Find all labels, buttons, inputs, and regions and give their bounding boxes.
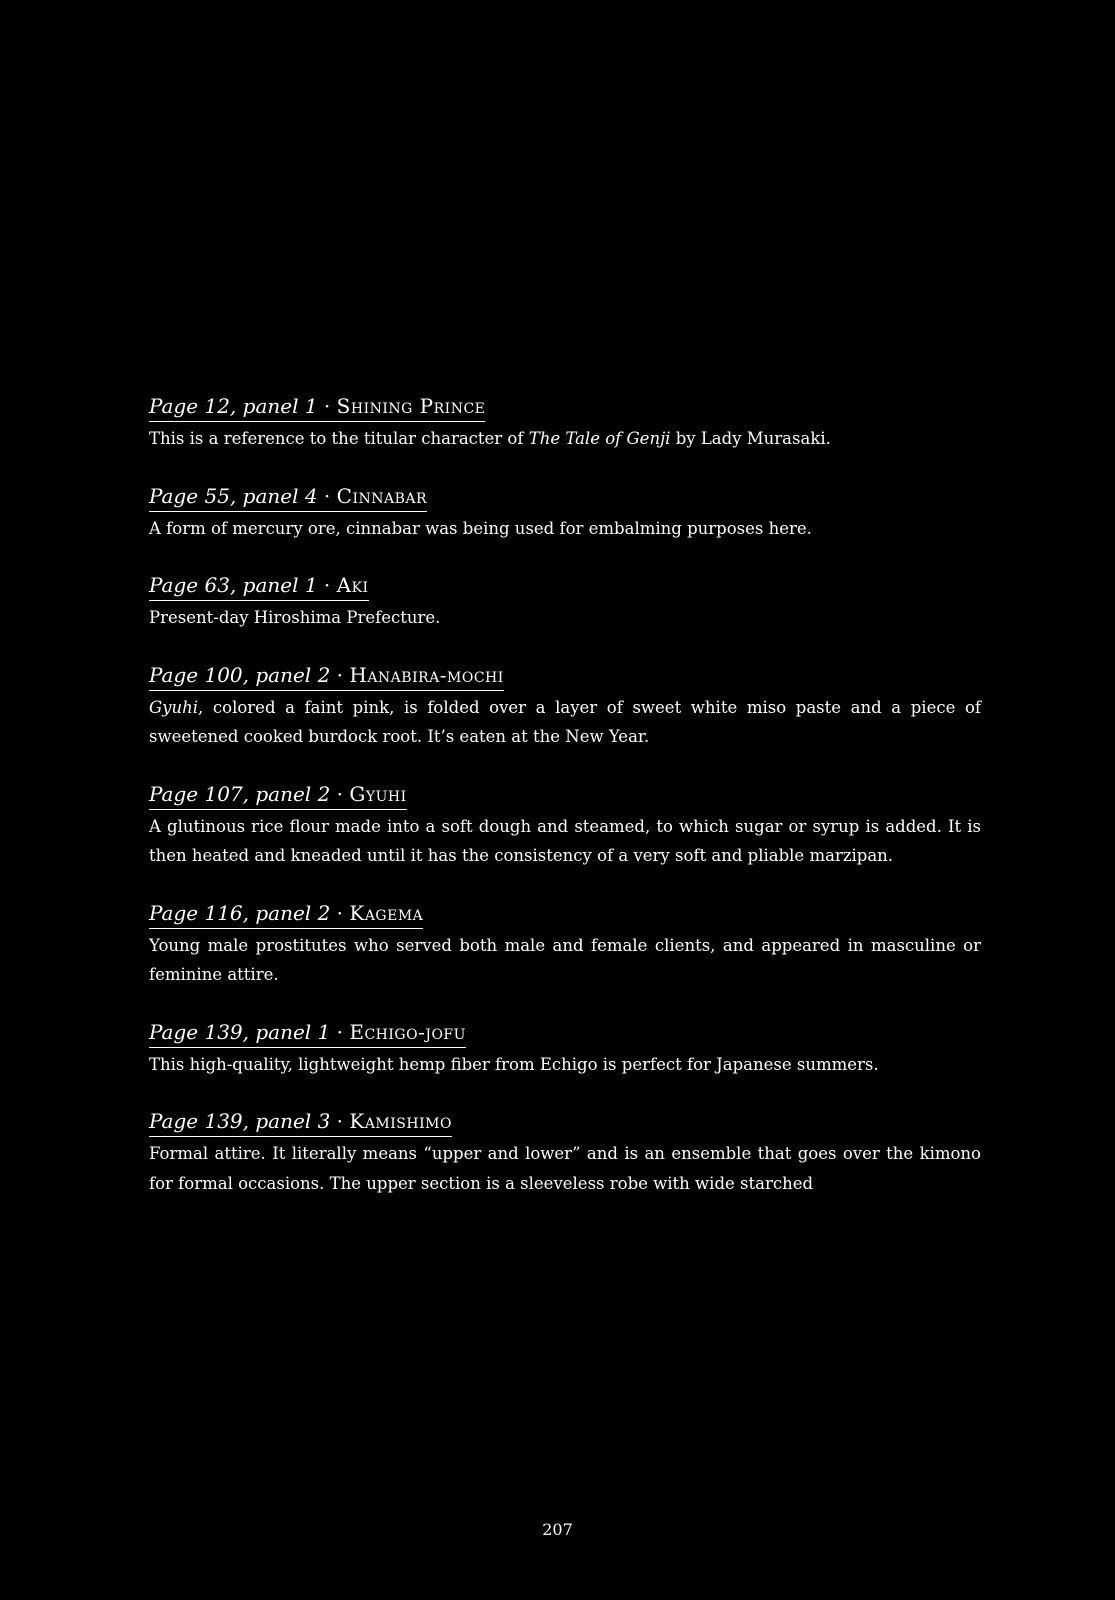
note-heading: [149, 899, 423, 929]
heading-separator: ·: [330, 662, 350, 687]
note-term: Echigo-jofu: [349, 1019, 466, 1044]
heading-separator: ·: [317, 394, 337, 418]
note-term: Aki: [336, 573, 369, 597]
note-term: Kagema: [349, 900, 424, 925]
note-echigo-jofu: [149, 1018, 981, 1080]
note-emphasis: Gyuhi: [149, 697, 199, 717]
heading-separator: ·: [317, 483, 337, 508]
notes-list: [149, 392, 981, 1226]
note-cinnabar: [149, 482, 981, 544]
heading-separator: ·: [330, 1109, 350, 1133]
note-reference: Page 55, panel 4: [149, 483, 318, 508]
note-heading: [149, 482, 427, 512]
heading-separator: ·: [330, 1019, 350, 1044]
note-shining-prince: [149, 392, 981, 454]
note-reference: Page 139, panel 3: [149, 1109, 331, 1133]
note-body: Present-day Hiroshima Prefecture.: [149, 608, 441, 627]
note-hanabira-mochi: [149, 661, 981, 752]
note-text: This is a reference to the titular character of: [149, 429, 529, 448]
note-gyuhi: [149, 780, 981, 871]
note-term: Gyuhi: [349, 781, 407, 806]
note-heading: [149, 1107, 452, 1137]
note-body: Formal attire. It literally means “upper and lower” and is an ensemble that goes over the kimono for formal occasions. The upper section is a sleeveless robe with wide starched: [149, 1144, 981, 1193]
note-aki: [149, 571, 981, 633]
heading-separator: ·: [330, 900, 350, 925]
note-kamishimo: [149, 1107, 981, 1198]
heading-separator: ·: [317, 573, 337, 597]
note-emphasis: The Tale of Genji: [528, 429, 671, 448]
note-body: A form of mercury ore, cinnabar was being used for embalming purposes here.: [149, 518, 812, 538]
note-term: Cinnabar: [336, 483, 428, 508]
note-heading: [149, 1018, 466, 1048]
note-term: Shining Prince: [336, 394, 486, 418]
note-term: Hanabira-mochi: [349, 662, 504, 687]
note-heading: [149, 661, 504, 691]
note-body: [149, 693, 981, 752]
page-number: 207: [542, 1520, 573, 1539]
note-kagema: [149, 899, 981, 990]
note-body: Young male prostitutes who served both male and female clients, and appeared in masculine or feminine attire.: [149, 935, 981, 984]
note-body: This high-quality, lightweight hemp fiber from Echigo is perfect for Japanese summers.: [149, 1054, 879, 1074]
note-text: , colored a faint pink, is folded over a layer of sweet white miso paste and a piece of sweetened cooked burdock root. It’s eaten at the New Year.: [149, 697, 981, 746]
note-body: A glutinous rice flour made into a soft dough and steamed, to which sugar or syrup is added. It is then heated and kneaded until it has the consistency of a very soft and pliable marzipan.: [149, 816, 981, 865]
note-term: Kamishimo: [349, 1109, 452, 1133]
note-reference: Page 139, panel 1: [149, 1019, 331, 1044]
note-body: [149, 424, 981, 454]
note-heading: [149, 571, 369, 601]
note-reference: Page 100, panel 2: [149, 662, 331, 687]
note-reference: Page 63, panel 1: [149, 573, 318, 597]
note-reference: Page 12, panel 1: [149, 394, 318, 418]
heading-separator: ·: [330, 781, 350, 806]
note-heading: [149, 780, 407, 810]
note-reference: Page 107, panel 2: [149, 781, 331, 806]
note-heading: [149, 392, 485, 422]
note-reference: Page 116, panel 2: [149, 900, 331, 925]
note-text: by Lady Murasaki.: [670, 429, 831, 448]
